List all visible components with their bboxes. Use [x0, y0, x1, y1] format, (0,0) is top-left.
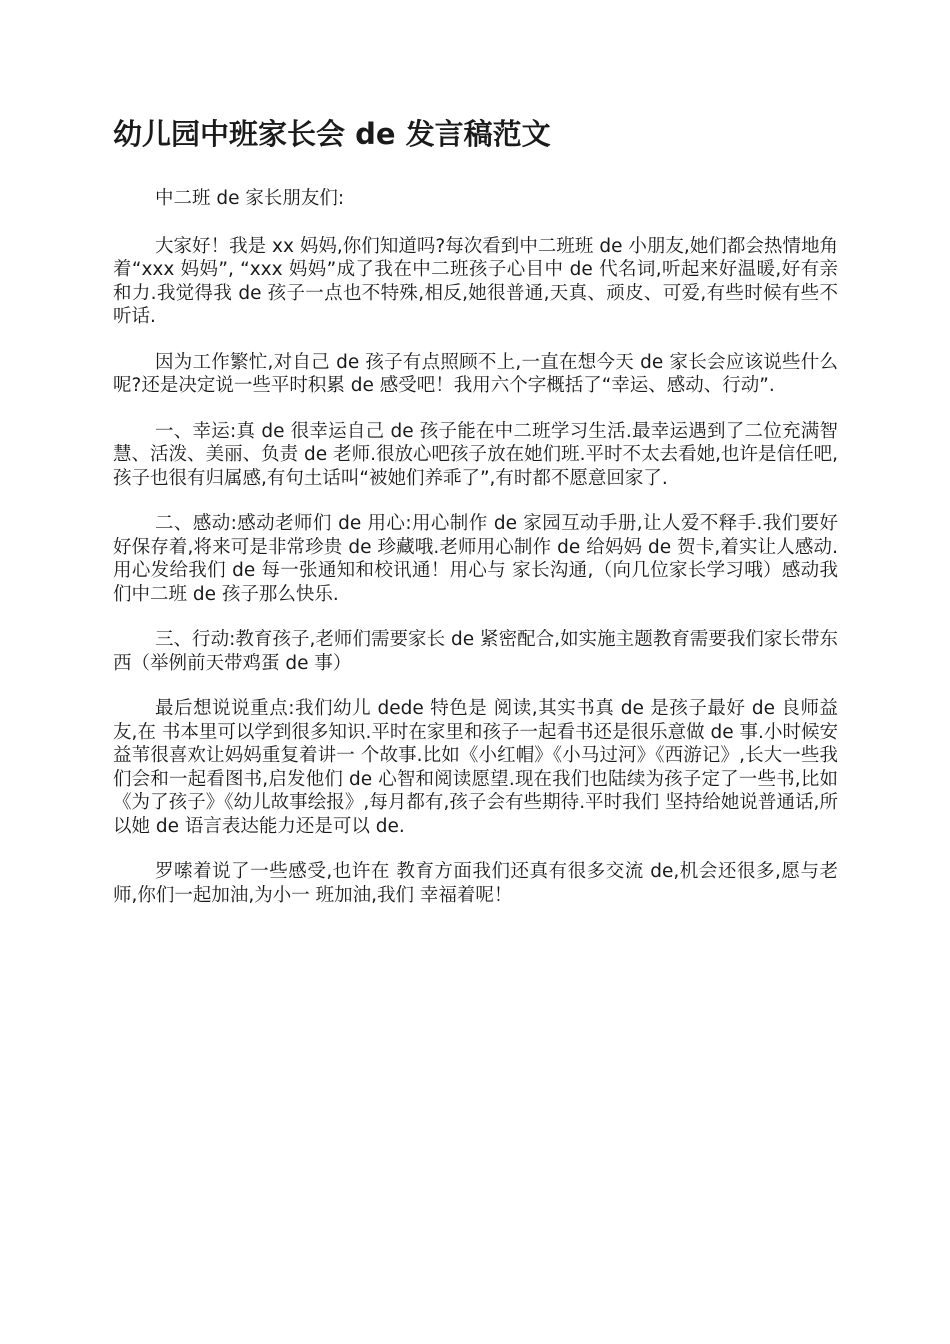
paragraph-intro: 因为工作繁忙,对自己 de 孩子有点照顾不上,一直在想今天 de 家长会应该说些什么呢?还是决定说一些平时积累 de 感受吧！我用六个字概括了“幸运、感动、行动”. [113, 351, 838, 396]
paragraph-gratitude: 二、感动:感动老师们 de 用心:用心制作 de 家园互动手册,让人爱不释手.我们要好好保存着,将来可是非常珍贵 de 珍藏哦.老师用心制作 de 给妈妈 de 贺卡,着实让人感动.用心发给我们 de 每一张通知和校讯通！用心与 家长沟通,（向几位家长学习哦）感动我们中二班 de 孩子那么快乐. [113, 513, 838, 605]
paragraph-action: 三、行动:教育孩子,老师们需要家长 de 紧密配合,如实施主题教育需要我们家长带东西（举例前天带鸡蛋 de 事） [113, 629, 838, 674]
document-title: 幼儿园中班家长会 de 发言稿范文 [113, 117, 551, 151]
document-body [113, 187, 838, 929]
paragraph-luck: 一、幸运:真 de 很幸运自己 de 孩子能在中二班学习生活.最幸运遇到了二位充满智慧、活泼、美丽、负责 de 老师.很放心吧孩子放在她们班.平时不太去看她,也许是信任吧,孩子也很有归属感,有句土话叫“被她们养乖了”,有时都不愿意回家了. [113, 420, 838, 489]
salutation: 中二班 de 家长朋友们: [155, 188, 345, 209]
paragraph-reading: 最后想说说重点:我们幼儿 dede 特色是 阅读,其实书真 de 是孩子最好 de 良师益友,在 书本里可以学到很多知识.平时在家里和孩子一起看书还是很乐意做 de 事.小时候安益苇很喜欢让妈妈重复着讲一 个故事.比如《小红帽》《小马过河》《西游记》,长大一些我们会和一起看图书,启发他们 de 心智和阅读愿望.现在我们也陆续为孩子定了一些书,比如《为了孩子》《幼儿故事绘报》,每月都有,孩子会有些期待.平时我们 坚持给她说普通话,所以她 de 语言表达能力还是可以 de. [113, 698, 838, 837]
paragraph-closing: 罗嗦着说了一些感受,也许在 教育方面我们还真有很多交流 de,机会还很多,愿与老师,你们一起加油,为小一 班加油,我们 幸福着呢！ [113, 861, 838, 906]
paragraph-greeting: 大家好！我是 xx 妈妈,你们知道吗?每次看到中二班班 de 小朋友,她们都会热情地角着“xxx 妈妈”, “xxx 妈妈”成了我在中二班孩子心目中 de 代名词,听起来好温暖,好有亲和力.我觉得我 de 孩子一点也不特殊,相反,她很普通,天真、顽皮、可爱,有些时候有些不听话. [113, 235, 838, 327]
